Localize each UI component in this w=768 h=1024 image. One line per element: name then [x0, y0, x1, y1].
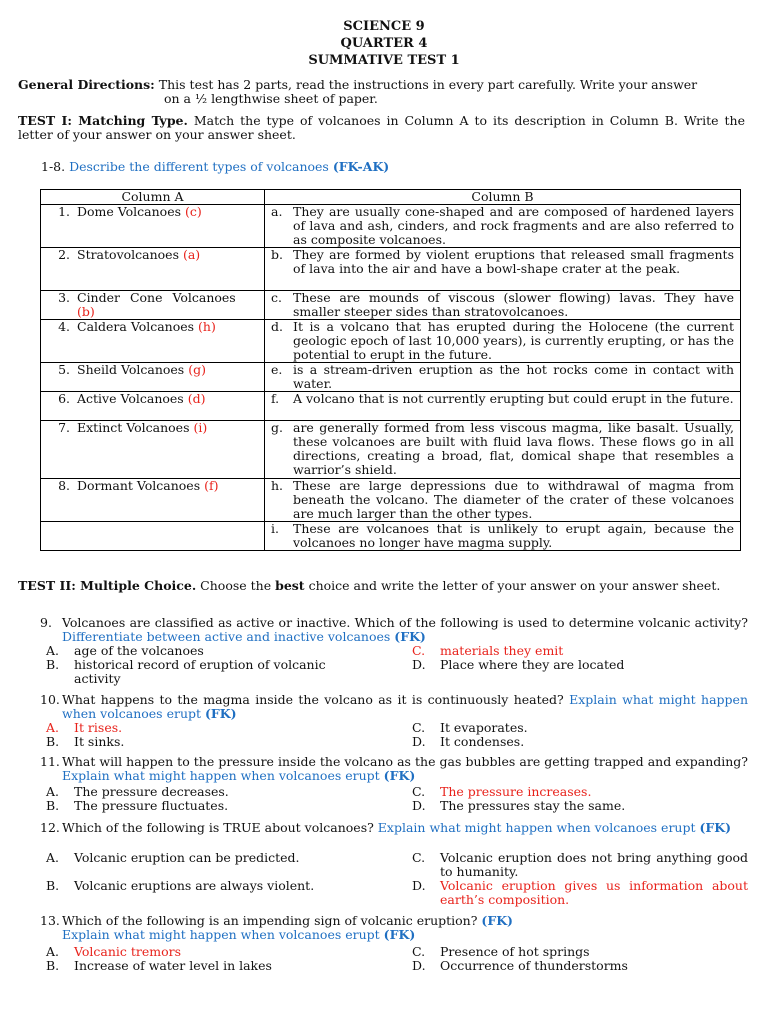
question-code: (FK) [699, 820, 732, 835]
option-letter: C. [412, 784, 426, 799]
desc-text: These are large depressions due to withdrawal of magma from beneath the volcano. The diameter of the crater of these volcanoes are much larger than the other types. [293, 478, 734, 521]
general-directions-label: General Directions: [18, 77, 155, 92]
option-letter: A. [46, 944, 60, 959]
option-text: The pressure decreases. [74, 784, 229, 799]
option-c [412, 785, 742, 799]
question-objective: Explain what might happen when volcanoes erupt [62, 927, 384, 942]
test1-objective-line [41, 160, 741, 174]
column-b-cell [265, 205, 741, 248]
question-stem: Which of the following is TRUE about volcanoes? [62, 820, 378, 835]
item-name: Caldera Volcanoes [77, 319, 199, 334]
item-name: Sheild Volcanoes [77, 362, 189, 377]
question-code: (FK) [481, 913, 513, 928]
table-row [41, 205, 741, 248]
table-row [41, 479, 741, 522]
option-letter: C. [412, 643, 426, 658]
item-name: Dormant Volcanoes [77, 478, 205, 493]
option-c [412, 945, 748, 959]
question-number: 12. [40, 820, 60, 835]
question-number: 9. [40, 615, 52, 630]
option-a [46, 721, 346, 735]
item-number: 7. [58, 420, 70, 435]
option-b [46, 879, 386, 893]
item-name: Stratovolcanoes [77, 247, 183, 262]
question-code: (FK) [205, 706, 237, 721]
test1-text: Match the type of volcanoes in Column A to its description in Column B. Write the letter of your answer on your answer sheet. [18, 113, 746, 142]
question-objective: Explain what might happen when volcanoes erupt [377, 820, 700, 835]
table-row [41, 421, 741, 479]
question-code: (FK) [383, 768, 416, 783]
option-text: It condenses. [440, 734, 525, 749]
option-text: The pressure increases. [440, 784, 592, 799]
option-c [412, 644, 742, 658]
column-a-cell [41, 248, 265, 291]
test1-label: TEST I: Matching Type. [18, 113, 188, 128]
column-a-cell [41, 363, 265, 392]
option-c [412, 721, 742, 735]
column-b-cell [265, 522, 741, 551]
test2-best: best [275, 578, 305, 593]
item-name: Cinder Cone Volcanoes [77, 290, 236, 305]
option-d [412, 959, 748, 973]
question-10 [40, 693, 748, 721]
question-12 [40, 821, 748, 835]
option-text: Occurrence of thunderstorms [440, 958, 628, 973]
item-answer: (b) [77, 304, 95, 319]
desc-letter: f. [271, 391, 280, 406]
question-stem: What happens to the magma inside the volcano as it is continuously heated? [62, 692, 570, 707]
desc-text: is a stream-driven eruption as the hot rocks come in contact with water. [293, 362, 734, 391]
question-objective: Explain what might happen when volcanoes erupt [62, 692, 748, 721]
option-text: The pressure fluctuates. [74, 798, 229, 813]
option-letter: B. [46, 958, 60, 973]
option-text: Volcanic eruption does not bring anything good to humanity. [440, 850, 748, 879]
option-text: Place where they are located [440, 657, 625, 672]
question-number: 13. [40, 913, 60, 928]
matching-table [40, 189, 741, 551]
item-answer: (d) [187, 391, 206, 406]
question-objective: Differentiate between active and inactive volcanoes [62, 629, 395, 644]
desc-letter: a. [271, 204, 283, 219]
test1-instructions [18, 114, 745, 142]
desc-text: They are formed by violent eruptions that released small fragments of lava into the air and have a bowl-shape crater at the peak. [293, 247, 734, 276]
option-d [412, 879, 748, 907]
item-answer: (a) [182, 247, 201, 262]
table-row [41, 363, 741, 392]
option-letter: C. [412, 944, 426, 959]
question-13 [40, 914, 748, 942]
item-number: 2. [58, 247, 70, 262]
test1-code: (FK-AK) [332, 159, 390, 174]
item-number: 6. [58, 391, 70, 406]
table-row [41, 522, 741, 551]
quarter-title: QUARTER 4 [340, 36, 428, 51]
test-title: SUMMATIVE TEST 1 [308, 53, 460, 68]
option-letter: C. [412, 850, 426, 865]
option-text: historical record of eruption of volcanic activity [74, 657, 326, 686]
question-objective: Explain what might happen when volcanoes erupt [62, 768, 384, 783]
item-name: Active Volcanoes [77, 391, 188, 406]
option-d [412, 658, 742, 672]
column-b-cell [265, 479, 741, 522]
option-letter: B. [46, 878, 60, 893]
option-letter: A. [46, 784, 60, 799]
option-letter: C. [412, 720, 426, 735]
option-letter: A. [46, 720, 60, 735]
column-a-cell [41, 421, 265, 479]
item-number: 3. [58, 290, 70, 305]
desc-letter: e. [271, 362, 283, 377]
question-code-2: (FK) [383, 927, 416, 942]
option-letter: B. [46, 657, 60, 672]
option-letter: D. [412, 878, 426, 893]
option-text: Volcanic tremors [74, 944, 182, 959]
option-b [46, 799, 346, 813]
option-text: age of the volcanoes [74, 643, 204, 658]
option-a [46, 851, 386, 865]
subject-title: SCIENCE 9 [343, 19, 425, 34]
option-a [46, 644, 346, 658]
option-a [46, 785, 346, 799]
column-a-cell [41, 522, 265, 551]
desc-text: These are mounds of viscous (slower flowing) lavas. They have smaller steeper sides than stratovolcanoes. [293, 290, 734, 319]
question-9 [40, 616, 748, 644]
column-b-cell [265, 421, 741, 479]
question-number: 11. [40, 754, 60, 769]
desc-text: A volcano that is not currently erupting but could erupt in the future. [293, 391, 734, 406]
item-number: 4. [58, 319, 70, 334]
general-directions [18, 78, 748, 92]
column-b-cell [265, 320, 741, 363]
question-stem: Which of the following is an impending sign of volcanic eruption? [62, 913, 482, 928]
column-a-cell [41, 479, 265, 522]
desc-letter: i. [271, 521, 279, 536]
test1-range: 1-8. [41, 159, 66, 174]
option-text: It sinks. [74, 734, 125, 749]
option-letter: D. [412, 734, 426, 749]
option-text: Volcanic eruption can be predicted. [74, 850, 300, 865]
column-b-cell [265, 363, 741, 392]
item-answer: (i) [193, 420, 208, 435]
desc-letter: h. [271, 478, 284, 493]
option-text: Increase of water level in lakes [74, 958, 272, 973]
option-letter: A. [46, 850, 60, 865]
table-row [41, 291, 741, 320]
option-d [412, 799, 742, 813]
column-a-cell [41, 392, 265, 421]
option-b [46, 735, 346, 749]
option-text: Volcanic eruptions are always violent. [74, 878, 315, 893]
option-text: It evaporates. [440, 720, 528, 735]
desc-letter: d. [271, 319, 283, 334]
general-directions-text: This test has 2 parts, read the instructions in every part carefully. Write your answer [154, 77, 698, 92]
question-code: (FK) [394, 629, 426, 644]
test2-label: TEST II: Multiple Choice. [18, 578, 197, 593]
test1-objective: Describe the different types of volcanoes [65, 159, 333, 174]
item-number: 1. [58, 204, 70, 219]
question-stem: Volcanoes are classified as active or inactive. Which of the following is used to determine volcanic activity? [62, 615, 748, 630]
option-b [46, 658, 346, 686]
column-b-header: Column B [265, 190, 741, 205]
column-a-cell [41, 320, 265, 363]
option-text: Presence of hot springs [440, 944, 590, 959]
column-a-header: Column A [41, 190, 265, 205]
question-11 [40, 755, 748, 783]
option-letter: B. [46, 798, 60, 813]
column-a-cell [41, 291, 265, 320]
desc-text: These are volcanoes that is unlikely to erupt again, because the volcanoes no longer have magma supply. [293, 521, 734, 550]
item-answer: (f) [204, 478, 219, 493]
option-text: It rises. [74, 720, 123, 735]
question-stem: What will happen to the pressure inside the volcano as the gas bubbles are getting trapped and expanding? [62, 754, 748, 769]
column-b-cell [265, 392, 741, 421]
item-name: Extinct Volcanoes [77, 420, 194, 435]
option-letter: D. [412, 657, 426, 672]
general-directions-line2: on a ½ lengthwise sheet of paper. [164, 91, 378, 106]
item-name: Dome Volcanoes [77, 204, 185, 219]
option-letter: A. [46, 643, 60, 658]
column-b-cell [265, 248, 741, 291]
desc-letter: c. [271, 290, 282, 305]
test2-text-b: choice and write the letter of your answer on your answer sheet. [304, 578, 721, 593]
option-letter: D. [412, 798, 426, 813]
test2-instructions [18, 579, 745, 593]
desc-letter: b. [271, 247, 283, 262]
option-d [412, 735, 742, 749]
table-header-row [41, 190, 741, 205]
table-row [41, 320, 741, 363]
option-c [412, 851, 748, 879]
test2-text-a: Choose the [196, 578, 276, 593]
desc-text: They are usually cone-shaped and are composed of hardened layers of lava and ash, cinders, and rock fragments and are also referred to as composite volcanoes. [293, 204, 734, 247]
option-letter: D. [412, 958, 426, 973]
desc-text: are generally formed from less viscous magma, like basalt. Usually, these volcanoes are built with fluid lava flows. These flows go in all directions, creating a broad, flat, domical shape that resembles a warrior’s shield. [293, 420, 734, 477]
option-letter: B. [46, 734, 60, 749]
desc-letter: g. [271, 420, 283, 435]
option-text: Volcanic eruption gives us information about earth’s composition. [440, 878, 748, 907]
option-b [46, 959, 386, 973]
column-b-cell [265, 291, 741, 320]
table-row [41, 392, 741, 421]
item-answer: (h) [198, 319, 216, 334]
desc-text: It is a volcano that has erupted during the Holocene (the current geologic epoch of last 10,000 years), is currently erupting, or has the potential to erupt in the future. [293, 319, 734, 362]
option-a [46, 945, 386, 959]
option-text: materials they emit [440, 643, 564, 658]
column-a-cell [41, 205, 265, 248]
question-number: 10. [40, 692, 60, 707]
item-number: 5. [58, 362, 70, 377]
option-text: The pressures stay the same. [440, 798, 626, 813]
item-answer: (g) [188, 362, 206, 377]
item-number: 8. [58, 478, 70, 493]
item-answer: (c) [185, 204, 202, 219]
table-row [41, 248, 741, 291]
